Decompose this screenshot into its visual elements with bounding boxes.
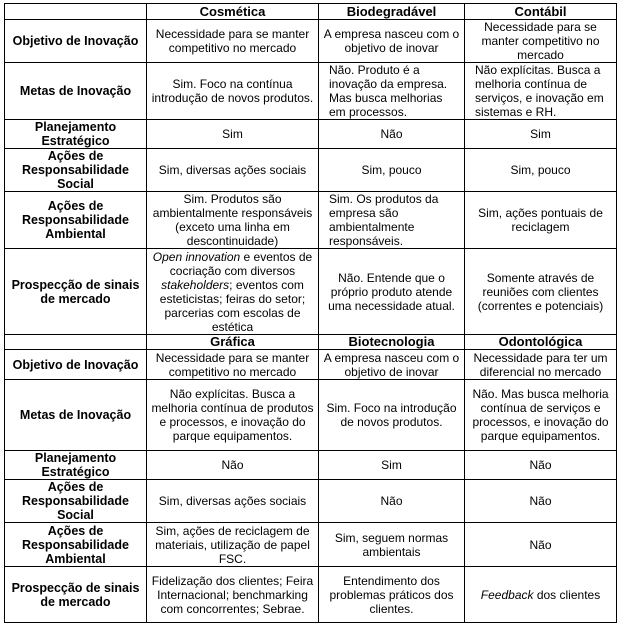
cell: Necessidade para se manter competitivo no mercado xyxy=(465,20,617,63)
cell: Entendimento dos problemas práticos dos clientes. xyxy=(319,567,465,623)
cell: Não xyxy=(465,523,617,567)
table-row-objetivo xyxy=(5,20,617,63)
table-row-planejamento xyxy=(5,120,617,149)
cell: Necessidade para ter um diferencial no mercado xyxy=(465,350,617,380)
cell: Sim, pouco xyxy=(465,149,617,192)
cell: Não explícitas. Busca a melhoria contínua de produtos e processos, e inovação do parque equipamentos. xyxy=(147,380,319,451)
text-span: ; eventos com esteticistas; feiras do setor; parcerias com escolas de estética xyxy=(159,277,306,334)
cell: Sim xyxy=(147,120,319,149)
cell: Sim, diversas ações sociais xyxy=(147,149,319,192)
cell: A empresa nasceu com o objetivo de inovar xyxy=(319,20,465,63)
italic-term: stakeholders xyxy=(161,277,230,292)
col-header-cosmetica: Cosmética xyxy=(147,4,319,20)
row-label-ambiental: Ações de Responsabilidade Ambiental xyxy=(5,192,147,249)
table-row-prospeccao xyxy=(5,249,617,335)
cell: Somente através de reuniões com clientes (correntes e potenciais) xyxy=(465,249,617,335)
row-label-planejamento: Planejamento Estratégico xyxy=(5,451,147,480)
row-label-metas: Metas de Inovação xyxy=(5,380,147,451)
cell: Sim, pouco xyxy=(319,149,465,192)
cell: Fidelização dos clientes; Feira Internacional; benchmarking com concorrentes; Sebrae. xyxy=(147,567,319,623)
col-header-grafica: Gráfica xyxy=(147,335,319,350)
empty-corner-cell xyxy=(5,4,147,20)
cell: Sim, seguem normas ambientais xyxy=(319,523,465,567)
table-row-prospeccao xyxy=(5,567,617,623)
text-span: dos clientes xyxy=(533,587,601,602)
section1-header-row xyxy=(5,4,617,20)
cell: Sim. Produtos são ambientalmente responsáveis (exceto uma linha em descontinuidade) xyxy=(147,192,319,249)
cell: Não. Produto é a inovação da empresa. Mas busca melhorias em processos. xyxy=(319,63,465,120)
table-row-social xyxy=(5,480,617,523)
row-label-ambiental: Ações de Responsabilidade Ambiental xyxy=(5,523,147,567)
section2-header-row xyxy=(5,335,617,350)
cell: Não. Entende que o próprio produto atende uma necessidade atual. xyxy=(319,249,465,335)
cell xyxy=(147,249,319,335)
table-row-ambiental xyxy=(5,192,617,249)
innovation-comparison-table xyxy=(4,3,617,623)
text-span: e eventos de cocriação com diversos xyxy=(169,249,313,278)
col-header-biotecnologia: Biotecnologia xyxy=(319,335,465,350)
cell: Sim. Foco na introdução de novos produtos. xyxy=(319,380,465,451)
row-label-planejamento: Planejamento Estratégico xyxy=(5,120,147,149)
cell xyxy=(465,567,617,623)
empty-corner-cell xyxy=(5,335,147,350)
cell: A empresa nasceu com o objetivo de inovar xyxy=(319,350,465,380)
cell: Não explícitas. Busca a melhoria contínua de serviços, e inovação em sistemas e RH. xyxy=(465,63,617,120)
row-label-objetivo: Objetivo de Inovação xyxy=(5,350,147,380)
cell: Sim xyxy=(465,120,617,149)
italic-term: Open innovation xyxy=(152,249,241,264)
cell: Sim, ações pontuais de reciclagem xyxy=(465,192,617,249)
row-label-metas: Metas de Inovação xyxy=(5,63,147,120)
table-row-social xyxy=(5,149,617,192)
row-label-prospeccao: Prospecção de sinais de mercado xyxy=(5,567,147,623)
table-row-ambiental xyxy=(5,523,617,567)
row-label-social: Ações de Responsabilidade Social xyxy=(5,480,147,523)
cell: Não xyxy=(465,451,617,480)
table-row-objetivo xyxy=(5,350,617,380)
cell: Sim. Os produtos da empresa são ambientalmente responsáveis. xyxy=(319,192,465,249)
cell: Não. Mas busca melhoria contínua de serviços e processos, e inovação do parque equipamentos. xyxy=(465,380,617,451)
col-header-biodegradavel: Biodegradável xyxy=(319,4,465,20)
cell: Não xyxy=(147,451,319,480)
cell: Sim xyxy=(319,451,465,480)
cell: Não xyxy=(319,120,465,149)
row-label-objetivo: Objetivo de Inovação xyxy=(5,20,147,63)
cell: Sim. Foco na contínua introdução de novos produtos. xyxy=(147,63,319,120)
table-row-metas xyxy=(5,380,617,451)
cell: Necessidade para se manter competitivo no mercado xyxy=(147,350,319,380)
row-label-prospeccao: Prospecção de sinais de mercado xyxy=(5,249,147,335)
col-header-contabil: Contábil xyxy=(465,4,617,20)
cell: Necessidade para se manter competitivo no mercado xyxy=(147,20,319,63)
row-label-social: Ações de Responsabilidade Social xyxy=(5,149,147,192)
table-row-planejamento xyxy=(5,451,617,480)
italic-term: Feedback xyxy=(480,587,534,602)
col-header-odontologica: Odontológica xyxy=(465,335,617,350)
table-row-metas xyxy=(5,63,617,120)
cell: Sim, diversas ações sociais xyxy=(147,480,319,523)
cell: Não xyxy=(465,480,617,523)
cell: Sim, ações de reciclagem de materiais, utilização de papel FSC. xyxy=(147,523,319,567)
cell: Não xyxy=(319,480,465,523)
